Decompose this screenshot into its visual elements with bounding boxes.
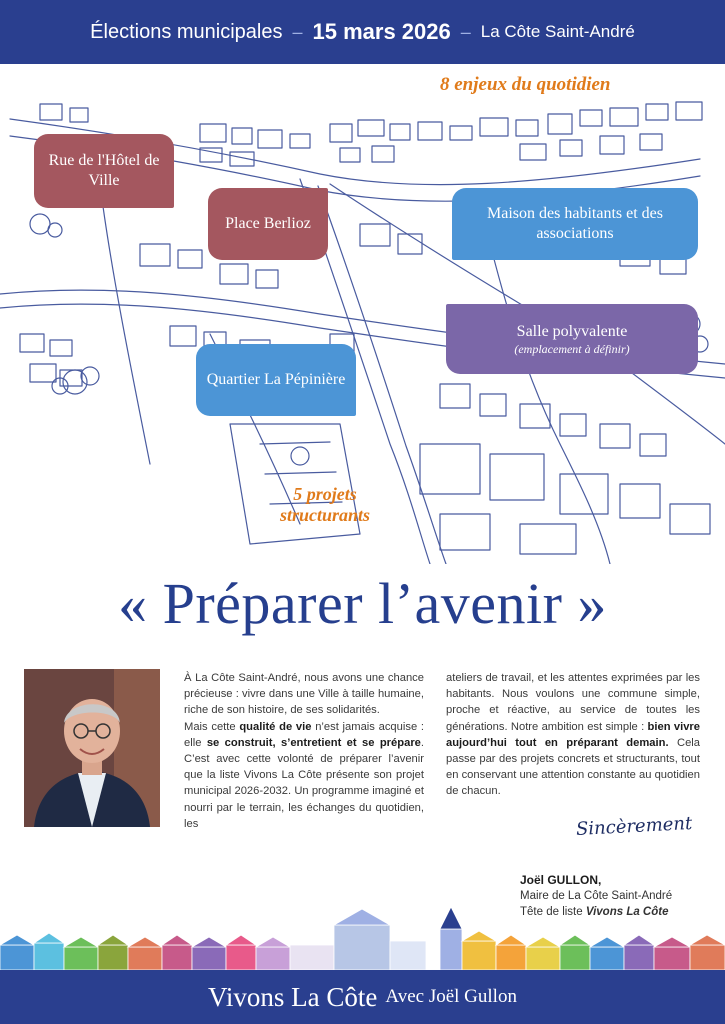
paragraph: ateliers de travail, et les attentes exprimées par les habitants. Nous voulons une commune simple, proche et réactive, au service de toutes les générations. Notre ambition est simple : bien vivre aujourd’hui tout en préparant demain. Cela passe par des projets concrets et structurants, tout en conservant une attention constante au quotidien de chacun.: [446, 672, 700, 798]
signer-role: Maire de La Côte Saint-André: [520, 890, 673, 902]
paragraph: À La Côte Saint-André, nous avons une chance précieuse : vivre dans une Ville à taille humaine, riche de son histoire, de ses solidarités.: [184, 672, 424, 717]
header-separator-2: –: [460, 21, 471, 42]
candidate-photo: [24, 669, 160, 827]
bubble-label: Salle polyvalente: [516, 323, 628, 340]
page-footer: [0, 970, 725, 1024]
header-separator: –: [292, 21, 303, 42]
bubble-place-berlioz: [208, 188, 328, 260]
signer-name: Joël GULLON,: [520, 873, 602, 887]
campaign-leader: Avec Joël Gullon: [385, 986, 517, 1007]
bubble-quartier-pepiniere: [196, 344, 356, 416]
signature: Sincèrement: [575, 812, 693, 841]
bubble-label: Quartier La Pépinière: [206, 371, 346, 388]
daily-issues-tag: 8 enjeux du quotidien: [440, 74, 611, 95]
bubble-maison-des-habitants: [452, 188, 698, 260]
page-title: « Préparer l’avenir »: [118, 571, 607, 636]
bubble-sublabel: (emplacement à définir): [514, 342, 630, 356]
campaign-slogan: Vivons La Côte: [208, 981, 378, 1012]
election-label: Élections municipales: [90, 20, 283, 43]
structural-projects-tag: 5 projets structurants: [279, 484, 371, 525]
bubble-label: Place Berlioz: [225, 215, 311, 232]
bubble-label: Maison des habitants et des associations: [487, 205, 663, 242]
portrait-illustration: [24, 669, 160, 827]
bubble-label: Rue de l'Hôtel de Ville: [48, 152, 160, 189]
bubble-salle-polyvalente: [446, 304, 698, 374]
town-name: La Côte Saint-André: [480, 22, 635, 41]
town-skyline-illustration: [0, 905, 725, 975]
election-date: 15 mars 2026: [312, 19, 451, 44]
signer-list: Tête de liste Vivons La Côte: [520, 906, 669, 918]
text-column-left: [184, 670, 424, 832]
paragraph: Mais cette qualité de vie n’est jamais acquise : elle se construit, s’entretient et se prépare. C’est avec cette volonté de préparer l’avenir que la liste Vivons La Côte présente son projet municipal 2026-2032. Un programme imaginé et nourri par le terrain, les échanges du quotidien, les: [184, 720, 425, 830]
page-header: [0, 0, 725, 64]
bubble-rue-hotel-de-ville: [34, 134, 174, 208]
text-column-right: [446, 670, 700, 800]
